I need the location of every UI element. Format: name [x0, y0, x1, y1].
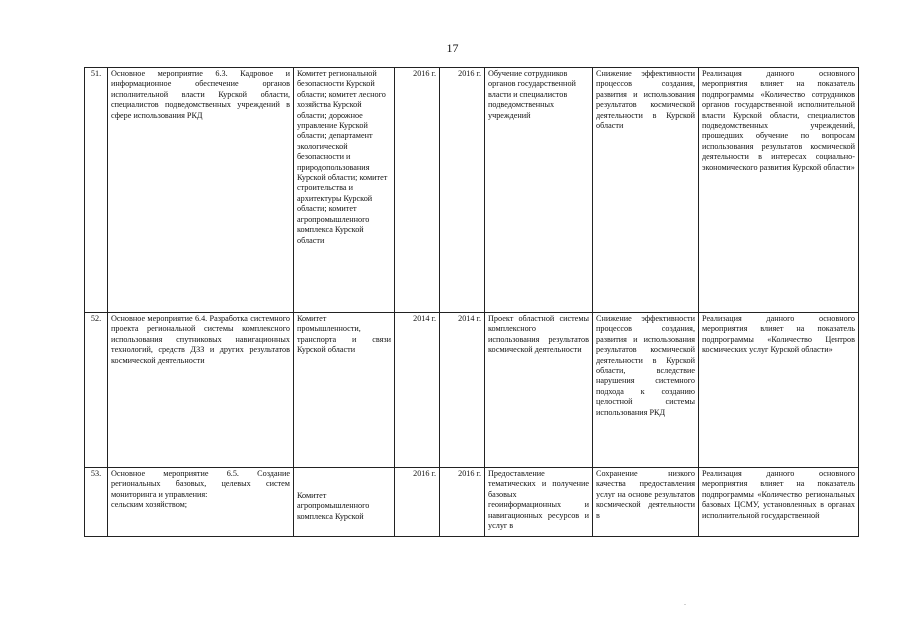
indicator-link-cell: Реализация данного основного мероприятия влияет на показатель подпрограммы «Количество Центров космических услуг Курской области»	[699, 313, 859, 468]
table-row	[85, 468, 859, 537]
start-year-cell: 2016 г.	[395, 468, 440, 537]
indicator-link-cell: Реализация данного основного мероприятия влияет на показатель подпрограммы «Количество региональных базовых ЦСМУ, установленных в органах исполнительной государственной	[699, 468, 859, 537]
table-row	[85, 313, 859, 468]
measure-subitem: сельским хозяйством;	[111, 500, 188, 510]
measure-cell	[108, 468, 294, 537]
measure-cell: Основное мероприятие 6.4. Разработка системного проекта региональной системы комплексного использования спутниковых навигационных технологий, средств ДЗЗ и других результатов космической деятельности	[108, 313, 294, 468]
row-number: 51.	[85, 68, 108, 313]
result-cell: Обучение сотрудников органов государственной власти и специалистов подведомственных учреждений	[485, 68, 593, 313]
scan-speck: .	[684, 598, 686, 607]
row-number: 52.	[85, 313, 108, 468]
executor-cell: Комитет региональной безопасности Курской области; комитет лесного хозяйства Курской области; дорожное управление Курской области; департамент экологической безопасности и природопользования Курской области; комитет строительства и архитектуры Курской области; комитет агропромышленного комплекса Курской области	[294, 68, 395, 313]
end-year-cell: 2016 г.	[440, 68, 485, 313]
page-number: 17	[446, 41, 459, 55]
end-year-cell: 2014 г.	[440, 313, 485, 468]
indicator-link-cell: Реализация данного основного мероприятия влияет на показатель подпрограммы «Количество сотрудников органов государственной исполнительной власти Курской области, специалистов подведомственных учреждений, прошедших обучение по вопросам использования результатов космической деятельности в интересах социально-экономического развития Курской области»	[699, 68, 859, 313]
consequence-cell: Снижение эффективности процессов создания, развития и использования результатов космической деятельности в Курской области, вследствие нарушения системного подхода к созданию целостной системы использования РКД	[593, 313, 699, 468]
executor-cell	[294, 468, 395, 537]
row-number: 53.	[85, 468, 108, 537]
start-year-cell: 2016 г.	[395, 68, 440, 313]
executor-cell: Комитет промышленности, транспорта и связи Курской области	[294, 313, 395, 468]
executor-text: Комитет агропромышленного комплекса Курской	[297, 491, 370, 521]
table-row	[85, 68, 859, 313]
result-cell: Предоставление тематических и получение базовых геоинформационных и навигационных ресурсов и услуг в	[485, 468, 593, 537]
end-year-cell: 2016 г.	[440, 468, 485, 537]
measure-text: Основное мероприятие 6.5. Создание региональных базовых, целевых систем мониторинга и управления:	[111, 469, 290, 499]
result-cell: Проект областной системы комплексного использования результатов космической деятельности	[485, 313, 593, 468]
start-year-cell: 2014 г.	[395, 313, 440, 468]
measures-table	[84, 67, 859, 537]
measure-cell: Основное мероприятие 6.3. Кадровое и информационное обеспечение органов исполнительной власти Курской области, специалистов подведомственных учреждений в сфере использования РКД	[108, 68, 294, 313]
consequence-cell: Сохранение низкого качества предоставления услуг на основе результатов космической деятельности в	[593, 468, 699, 537]
consequence-cell: Снижение эффективности процессов создания, развития и использования результатов космической деятельности в Курской области	[593, 68, 699, 313]
